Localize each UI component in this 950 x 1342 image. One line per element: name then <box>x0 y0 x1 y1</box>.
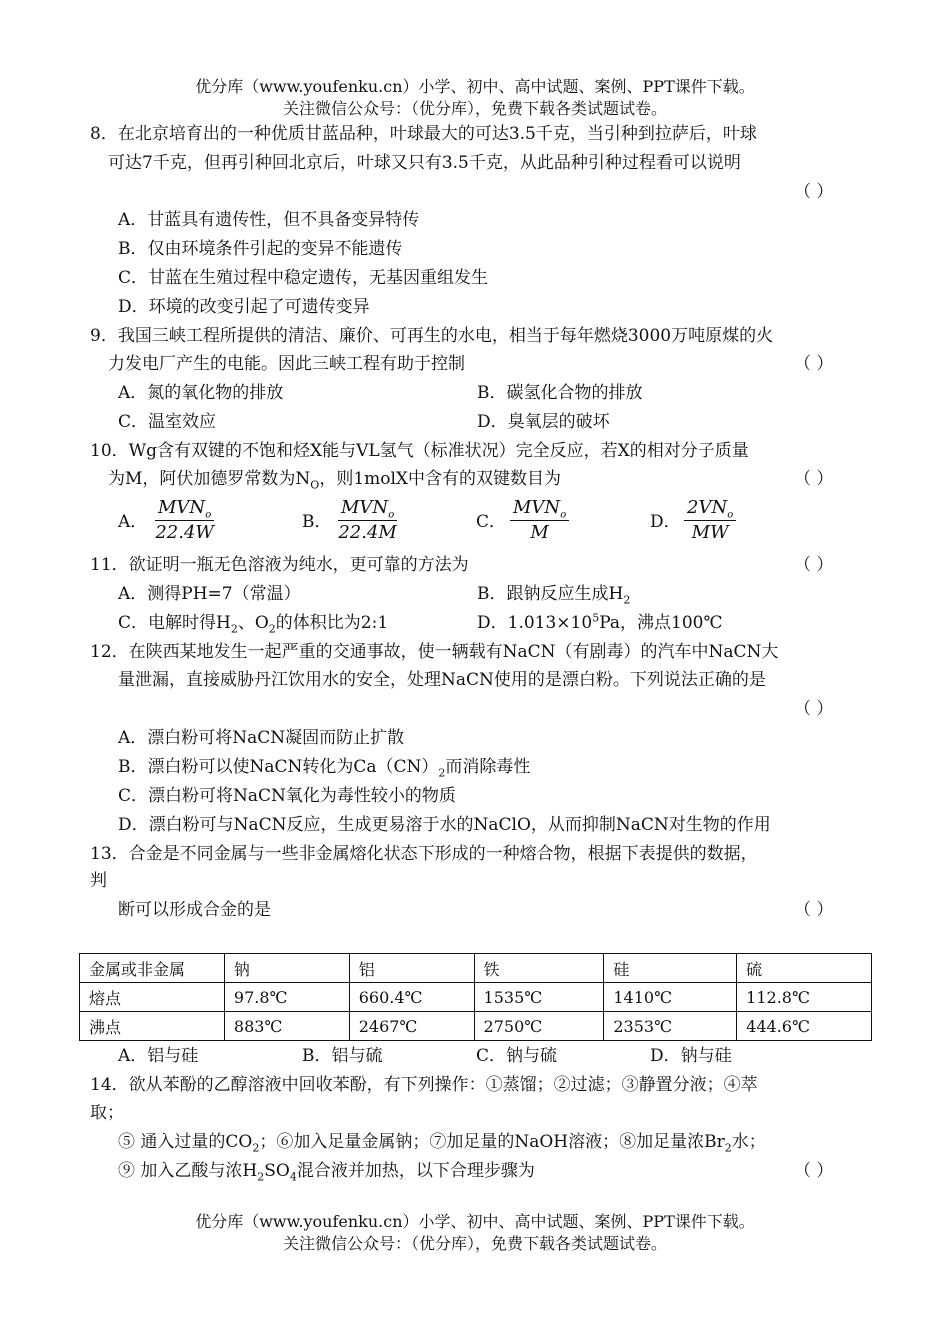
table-cell: 2353℃ <box>604 1012 737 1041</box>
table-header-row <box>80 954 872 983</box>
page-footer <box>0 1211 950 1255</box>
table-header-cell: 铝 <box>349 954 474 983</box>
table-cell: 660.4℃ <box>349 983 474 1012</box>
q10-b-num-sub: o <box>388 509 395 521</box>
table-cell: 883℃ <box>224 1012 349 1041</box>
q12-stem-line-1: 12．在陕西某地发生一起严重的交通事故，使一辆载有NaCN（有剧毒）的汽车中NaCN大 <box>90 642 779 662</box>
table-cell: 112.8℃ <box>737 983 872 1012</box>
q10-option-a-numerator <box>155 496 214 521</box>
q10-c-num-text: MVN <box>513 497 561 518</box>
table-cell: 熔点 <box>80 983 225 1012</box>
q11-option-b-text: B．跟钠反应生成H <box>477 584 624 604</box>
q14-line3-sub-1: 2 <box>252 1141 260 1155</box>
q10-option-a-label: A． <box>118 512 148 532</box>
q10-option-c-label: C． <box>476 512 507 532</box>
q10-option-a-fraction <box>155 496 214 545</box>
q9-stem-line-1: 9．我国三峡工程所提供的清洁、廉价、可再生的水电，相当于每年燃烧3000万吨原煤的火 <box>90 326 774 346</box>
table-cell: 97.8℃ <box>224 983 349 1012</box>
q12-option-b <box>118 754 530 780</box>
q10-option-c-numerator <box>510 496 569 521</box>
q9-option-c: C．温室效应 <box>118 412 217 432</box>
q11-d-sup: 5 <box>592 611 600 625</box>
q13-stem-line-1: 13．合金是不同金属与一些非金属熔化状态下形成的一种熔合物，根据下表提供的数据， <box>90 844 758 864</box>
q8-option-b: B．仅由环境条件引起的变异不能遗传 <box>118 239 403 259</box>
table-cell: 2750℃ <box>474 1012 604 1041</box>
q13-stem-line-3: 断可以形成合金的是 <box>118 900 271 920</box>
q14-stem-line-4 <box>118 1158 535 1184</box>
q8-stem-line-1: 8．在北京培育出的一种优质甘蓝品种，叶球最大的可达3.5千克，当引种到拉萨后，叶球 <box>90 124 757 144</box>
q10-option-d-denominator: MW <box>691 522 729 543</box>
table-cell: 1410℃ <box>604 983 737 1012</box>
q11-option-a: A．测得PH=7（常温） <box>118 584 301 604</box>
q10-option-d-label: D． <box>650 512 681 532</box>
q9-answer-blank: （ ） <box>794 354 834 374</box>
q14-line3-sub-2: 2 <box>724 1141 732 1155</box>
table-row-melting <box>80 983 872 1012</box>
q14-line4-sub-2: 4 <box>289 1170 297 1184</box>
q11-c-part-1: C．电解时得H <box>118 613 231 633</box>
q12-b-part-1: B．漂白粉可以使NaCN转化为Ca（CN） <box>118 757 439 777</box>
table-header-cell: 硫 <box>737 954 872 983</box>
q10-d-num-text: 2VN <box>687 497 728 518</box>
table-header-cell: 金属或非金属 <box>80 954 225 983</box>
q11-c-part-3: 的体积比为2:1 <box>275 613 389 633</box>
q8-answer-blank: （ ） <box>794 182 834 202</box>
q11-option-d <box>477 610 722 636</box>
melting-boiling-point-table <box>79 953 872 1041</box>
q10-option-c-fraction <box>510 496 569 545</box>
q10-stem-line-1: 10．Wg含有双键的不饱和烃X能与VL氢气（标准状况）完全反应，若X的相对分子质量 <box>90 441 749 461</box>
q14-line4-part-c: 混合液并加热，以下合理步骤为 <box>296 1161 535 1181</box>
q10-option-d-numerator <box>684 496 736 521</box>
q10-answer-blank: （ ） <box>794 469 834 489</box>
header-line-2: 关注微信公众号：（优分库），免费下载各类试题试卷。 <box>282 99 667 118</box>
q9-option-a: A．氮的氧化物的排放 <box>118 383 284 403</box>
q12-option-d: D．漂白粉可与NaCN反应，生成更易溶于水的NaClO，从而抑制NaCN对生物的作用 <box>118 815 771 835</box>
q8-option-c: C．甘蓝在生殖过程中稳定遗传，无基因重组发生 <box>118 268 489 288</box>
q11-d-part-2: Pa，沸点100℃ <box>599 613 723 633</box>
q11-d-part-1: D．1.013×10 <box>477 613 593 633</box>
table-header-cell: 硅 <box>604 954 737 983</box>
q10-d-num-sub: o <box>727 509 734 521</box>
q10-option-b-numerator <box>338 496 397 521</box>
q9-option-b: B．碳氢化合物的排放 <box>477 383 643 403</box>
q8-option-d: D．环境的改变引起了可遗传变异 <box>118 297 370 317</box>
q10-c-num-sub: o <box>560 509 567 521</box>
q11-answer-blank: （ ） <box>794 555 834 575</box>
q12-stem-line-2: 量泄漏，直接威胁丹江饮用水的安全，处理NaCN使用的是漂白粉。下列说法正确的是 <box>118 670 766 690</box>
q11-c-part-2: 、O <box>237 613 269 633</box>
table-header-cell: 钠 <box>224 954 349 983</box>
q13-option-b: B．铝与硫 <box>302 1046 383 1066</box>
q10-option-b-label: B． <box>302 512 332 532</box>
q14-line4-part-a: ⑨ 加入乙酸与浓H <box>118 1161 258 1181</box>
header-line-1: 优分库（www.youfenku.cn）小学、初中、高中试题、案例、PPT课件下载。 <box>195 77 755 96</box>
q10-option-d-fraction <box>684 496 736 545</box>
q10-a-num-sub: o <box>205 509 212 521</box>
table-header-cell: 铁 <box>474 954 604 983</box>
footer-line-1: 优分库（www.youfenku.cn）小学、初中、高中试题、案例、PPT课件下载。 <box>195 1212 755 1231</box>
table-cell: 2467℃ <box>349 1012 474 1041</box>
page-header <box>0 76 950 120</box>
q13-stem-line-2: 判 <box>90 871 107 891</box>
q14-line4-sub-1: 2 <box>257 1170 265 1184</box>
table-cell: 沸点 <box>80 1012 225 1041</box>
q11-option-b <box>477 581 630 607</box>
q12-answer-blank: （ ） <box>794 699 834 719</box>
q10-stem-line-2 <box>108 466 561 492</box>
q11-stem: 11．欲证明一瓶无色溶液为纯水，更可靠的方法为 <box>90 555 469 575</box>
table-cell: 444.6℃ <box>737 1012 872 1041</box>
q14-line3-part-a: ⑤ 通入过量的CO <box>118 1132 253 1152</box>
q12-option-c: C．漂白粉可将NaCN氧化为毒性较小的物质 <box>118 786 456 806</box>
q14-line4-part-b: SO <box>264 1161 290 1181</box>
q13-option-c: C．钠与硫 <box>476 1046 558 1066</box>
q12-b-part-2: 而消除毒性 <box>445 757 531 777</box>
q10-a-num-text: MVN <box>158 497 206 518</box>
q10-b-num-text: MVN <box>341 497 389 518</box>
q13-option-d: D．钠与硅 <box>650 1046 732 1066</box>
q11-option-c <box>118 610 388 636</box>
q8-option-a: A．甘蓝具有遗传性，但不具备变异特传 <box>118 210 420 230</box>
q13-option-a: A．铝与硅 <box>118 1046 199 1066</box>
q14-answer-blank: （ ） <box>794 1161 834 1181</box>
q10-stem-line-2-b: ，则1molX中含有的双键数目为 <box>319 469 562 489</box>
q10-option-a-denominator: 22.4W <box>155 522 214 543</box>
q11-c-sub-1: 2 <box>230 622 238 636</box>
q10-option-c-denominator: M <box>530 522 549 543</box>
table-cell: 1535℃ <box>474 983 604 1012</box>
q12-option-a: A．漂白粉可将NaCN凝固而防止扩散 <box>118 728 405 748</box>
q10-option-b-denominator: 22.4M <box>338 522 397 543</box>
q13-answer-blank: （ ） <box>794 900 834 920</box>
table-row-boiling <box>80 1012 872 1041</box>
q11-option-b-sub: 2 <box>623 593 631 607</box>
q10-stem-line-2-a: 为M，阿伏加德罗常数为N <box>108 469 311 489</box>
q14-line3-part-b: ；⑥加入足量金属钠；⑦加足量的NaOH溶液；⑧加足量浓Br <box>259 1132 725 1152</box>
footer-line-2: 关注微信公众号：（优分库），免费下载各类试题试卷。 <box>282 1234 667 1253</box>
q10-option-b-fraction <box>338 496 397 545</box>
q14-stem-line-1: 14．欲从苯酚的乙醇溶液中回收苯酚，有下列操作：①蒸馏；②过滤；③静置分液；④萃 <box>90 1075 758 1095</box>
q14-stem-line-3 <box>118 1129 766 1155</box>
q9-option-d: D．臭氧层的破坏 <box>477 412 610 432</box>
q8-stem-line-2: 可达7千克，但再引种回北京后，叶球又只有3.5千克，从此品种引种过程看可以说明 <box>108 153 741 173</box>
q14-stem-line-2: 取； <box>90 1103 124 1123</box>
q9-stem-line-2: 力发电厂产生的电能。因此三峡工程有助于控制 <box>108 354 465 374</box>
q11-c-sub-2: 2 <box>268 622 276 636</box>
q10-stem-subscript: O <box>310 478 320 492</box>
q12-b-sub: 2 <box>438 766 446 780</box>
q14-line3-part-c: 水； <box>731 1132 766 1152</box>
